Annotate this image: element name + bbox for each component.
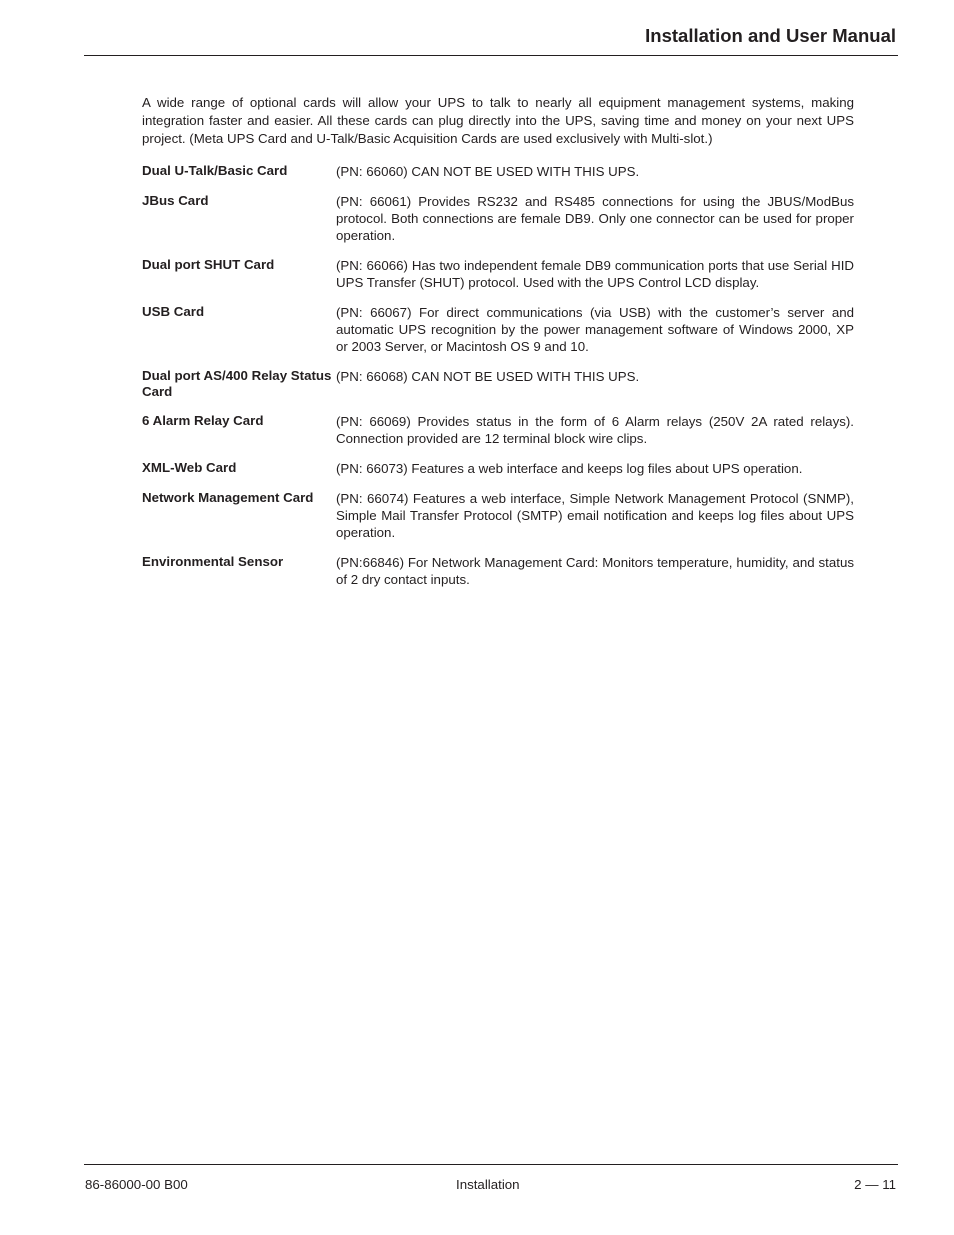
card-row-alarm-relay: [142, 413, 854, 447]
card-name: 6 Alarm Relay Card: [142, 413, 264, 428]
footer-divider: [84, 1164, 898, 1165]
card-name: Environmental Sensor: [142, 554, 284, 569]
card-row-dual-utalk: [142, 163, 854, 180]
card-row-usb: [142, 304, 854, 355]
header-divider: [84, 55, 898, 56]
intro-paragraph: A wide range of optional cards will allow your UPS to talk to nearly all equipment management systems, making integration faster and easier. All these cards can plug directly into the UPS, saving time and money on your next UPS project. (Meta UPS Card and U-Talk/Basic Acquisition Cards are used exclusively with Multi-slot.): [142, 95, 854, 146]
card-name: XML-Web Card: [142, 460, 237, 475]
footer-doc-number: 86-86000-00 B00: [85, 1177, 188, 1192]
card-name: JBus Card: [142, 193, 209, 208]
card-description: (PN: 66060) CAN NOT BE USED WITH THIS UPS.: [336, 164, 640, 179]
footer-section: Installation: [456, 1177, 520, 1192]
card-description: (PN: 66074) Features a web interface, Simple Network Management Protocol (SNMP), Simple Mail Transfer Protocol (SMTP) email notification and keeps log files about UPS operation.: [336, 491, 854, 540]
option-card-list: [142, 163, 854, 588]
card-description: (PN: 66066) Has two independent female DB9 communication ports that use Serial HID UPS Transfer (SHUT) protocol. Used with the UPS Control LCD display.: [336, 258, 854, 290]
card-row-xml-web: [142, 460, 854, 477]
card-description: (PN: 66068) CAN NOT BE USED WITH THIS UPS.: [336, 369, 640, 384]
card-row-jbus: [142, 193, 854, 244]
card-row-network-management: [142, 490, 854, 541]
card-description: (PN:66846) For Network Management Card: Monitors temperature, humidity, and status of 2 dry contact inputs.: [336, 555, 854, 587]
card-name: Dual port SHUT Card: [142, 257, 275, 272]
card-row-shut: [142, 257, 854, 291]
footer-page-number: 2 — 11: [854, 1177, 896, 1192]
card-description: (PN: 66073) Features a web interface and keeps log files about UPS operation.: [336, 461, 803, 476]
card-name: Network Management Card: [142, 490, 314, 505]
page-header-title: Installation and User Manual: [645, 25, 896, 46]
card-name: Dual U-Talk/Basic Card: [142, 163, 288, 178]
card-description: (PN: 66067) For direct communications (via USB) with the customer’s server and automatic UPS recognition by the power management software of Windows 2000, XP or 2003 Server, or Macintosh OS 9 and 10.: [336, 305, 854, 354]
card-description: (PN: 66069) Provides status in the form of 6 Alarm relays (250V 2A rated relays). Connection provided are 12 terminal block wire clips.: [336, 414, 854, 446]
card-row-environmental-sensor: [142, 554, 854, 588]
document-body: [142, 94, 854, 601]
card-name: USB Card: [142, 304, 205, 319]
card-name: Dual port AS/400 Relay Status Card: [142, 368, 332, 399]
card-description: (PN: 66061) Provides RS232 and RS485 connections for using the JBUS/ModBus protocol. Both connections are female DB9. Only one connector can be used for proper operation.: [336, 194, 854, 243]
card-row-as400: [142, 368, 854, 400]
